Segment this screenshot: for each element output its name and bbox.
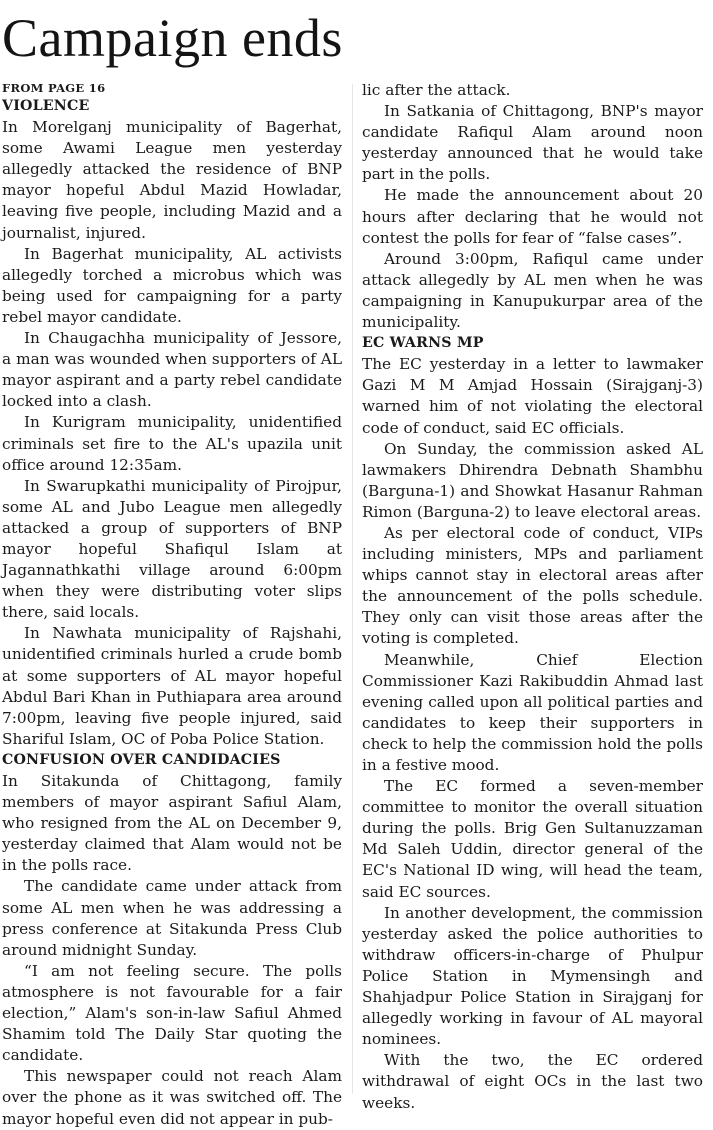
- paragraph: Meanwhile, Chief Election Commissioner Kazi Rakibuddin Ahmad last evening called upon all political parties and candidates to keep their supporters in check to help the commission hold the polls in a festive mood.: [362, 650, 703, 774]
- paragraph: “I am not feeling secure. The polls atmosphere is not favourable for a fair election,” Alam's son-in-law Safiul Ahmed Shamim told The Daily Star quoting the candidate.: [2, 961, 342, 1065]
- paragraph: In Swarupkathi municipality of Pirojpur, some AL and Jubo League men allegedly attacked a group of supporters of BNP mayor hopeful Shafiqul Islam at Jagannathkathi village around 6:00pm when they were distributing voter slips there, said locals.: [2, 476, 342, 622]
- paragraph: As per electoral code of conduct, VIPs including ministers, MPs and parliament whips cannot stay in electoral areas after the announcement of the polls schedule. They only can visit those areas after the voting is completed.: [362, 523, 703, 648]
- paragraph: The candidate came under attack from some AL men when he was addressing a press conference at Sitakunda Press Club around midnight Sunday.: [2, 877, 342, 959]
- paragraph: In Chaugachha municipality of Jessore, a man was wounded when supporters of AL mayor aspirant and a party rebel candidate locked into a clash.: [2, 329, 342, 411]
- subhead-violence: VIOLENCE: [2, 98, 90, 114]
- paragraph: In Sitakunda of Chittagong, family members of mayor aspirant Safiul Alam, who resigned from the AL on December 9, yesterday claimed that Alam would not be in the polls race.: [2, 772, 342, 875]
- paragraph: He made the announcement about 20 hours after declaring that he would not contest the polls for fear of “false cases”.: [362, 186, 703, 247]
- paragraph: In Kurigram municipality, unidentified criminals set fire to the AL's upazila unit office around 12:35am.: [2, 413, 342, 474]
- paragraph: Around 3:00pm, Rafiqul came under attack allegedly by AL men when he was campaigning in Kanupukurpar area of the municipality.: [362, 249, 703, 332]
- paragraph: In Satkania of Chittagong, BNP's mayor candidate Rafiqul Alam around noon yesterday announced that he would take part in the polls.: [362, 102, 703, 184]
- paragraph: On Sunday, the commission asked AL lawmakers Dhirendra Debnath Shambhu (Barguna-1) and Showkat Hasanur Rahman Rimon (Barguna-2) to leave electoral areas.: [362, 439, 703, 521]
- headline: Campaign ends: [2, 8, 343, 68]
- article-column-left: [2, 80, 342, 1130]
- paragraph: The EC yesterday in a letter to lawmaker Gazi M M Amjad Hossain (Sirajganj-3) warned him of not violating the electoral code of conduct, said EC officials.: [362, 355, 703, 437]
- continuation-line: FROM PAGE 16: [2, 81, 106, 95]
- paragraph-continued: lic after the attack.: [362, 81, 511, 99]
- article-column-right: [362, 80, 703, 1114]
- paragraph: In Nawhata municipality of Rajshahi, unidentified criminals hurled a crude bomb at some supporters of AL mayor hopeful Abdul Bari Khan in Puthiapara area around 7:00pm, leaving five people injured, said Shariful Islam, OC of Poba Police Station.: [2, 624, 342, 748]
- paragraph: In another development, the commission yesterday asked the police authorities to withdraw officers-in-charge of Phulpur Police Station in Mymensingh and Shahjadpur Police Station in Sirajganj for allegedly working in favour of AL mayoral nominees.: [362, 903, 703, 1049]
- paragraph: In Morelganj municipality of Bagerhat, some Awami League men yesterday allegedly attacked the residence of BNP mayor hopeful Abdul Mazid Howladar, leaving five people, including Mazid and a journalist, injured.: [2, 118, 342, 242]
- subhead-ec-warns-mp: EC WARNS MP: [362, 335, 484, 352]
- paragraph: This newspaper could not reach Alam over the phone as it was switched off. The mayor hopeful even did not appear in pub-: [2, 1067, 342, 1128]
- column-divider: [352, 84, 353, 1094]
- subhead-confusion-over-candidacies: CONFUSION OVER CANDIDACIES: [2, 751, 281, 768]
- paragraph: The EC formed a seven-member committee to monitor the overall situation during the polls. Brig Gen Sultanuzzaman Md Saleh Uddin, director general of the EC's National ID wing, will head the team, said EC sources.: [362, 777, 703, 901]
- paragraph: In Bagerhat municipality, AL activists allegedly torched a microbus which was being used for campaigning for a party rebel mayor candidate.: [2, 244, 342, 326]
- paragraph: With the two, the EC ordered withdrawal of eight OCs in the last two weeks.: [362, 1051, 703, 1112]
